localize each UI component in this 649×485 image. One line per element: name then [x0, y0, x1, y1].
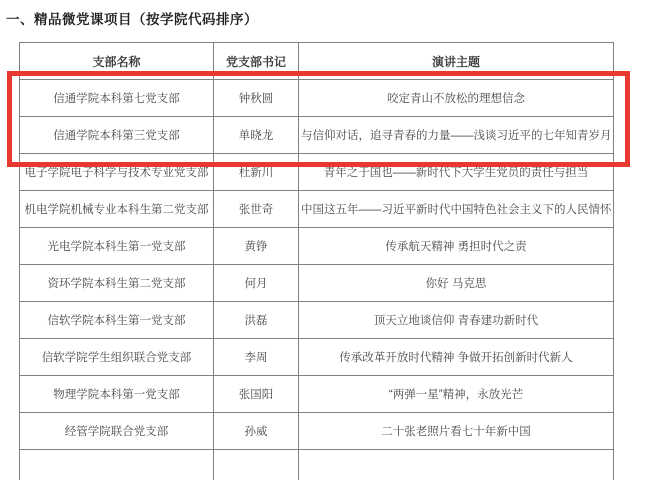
- table-row: [20, 302, 614, 339]
- table-row: [20, 376, 614, 413]
- table-header-row: [20, 43, 614, 80]
- branch-name-cell: 物理学院本科第一党支部: [20, 376, 214, 413]
- topic-cell: 二十张老照片看七十年新中国: [299, 413, 614, 450]
- header-speech-topic: 演讲主题: [299, 43, 614, 80]
- branch-name-cell: 信通学院本科第三党支部: [20, 117, 214, 154]
- branch-name-cell: 经管学院联合党支部: [20, 413, 214, 450]
- branch-name-cell: 电子学院电子科学与技术专业党支部: [20, 154, 214, 191]
- secretary-cell: 洪磊: [214, 302, 299, 339]
- topic-cell: [299, 450, 614, 480]
- branch-name-cell: 光电学院本科生第一党支部: [20, 228, 214, 265]
- party-class-table: [19, 42, 614, 480]
- topic-cell: 传承改革开放时代精神 争做开拓创新时代新人: [299, 339, 614, 376]
- secretary-cell: 张国阳: [214, 376, 299, 413]
- branch-name-cell: [20, 450, 214, 480]
- branch-name-cell: 信通学院本科第七党支部: [20, 80, 214, 117]
- table-row: [20, 339, 614, 376]
- table-row: [20, 154, 614, 191]
- secretary-cell: 李周: [214, 339, 299, 376]
- page-title: 一、精品微党课项目（按学院代码排序）: [6, 12, 258, 27]
- topic-cell: 中国这五年——习近平新时代中国特色社会主义下的人民情怀: [299, 191, 614, 228]
- secretary-cell: 何月: [214, 265, 299, 302]
- branch-name-cell: 资环学院本科生第二党支部: [20, 265, 214, 302]
- topic-cell: “两弹一星”精神，永放光芒: [299, 376, 614, 413]
- table-row: [20, 265, 614, 302]
- table-row-partial: [20, 450, 614, 480]
- branch-name-cell: 信软学院本科生第一党支部: [20, 302, 214, 339]
- secretary-cell: 钟秋圆: [214, 80, 299, 117]
- table-row: [20, 191, 614, 228]
- topic-cell: 青年之于国也——新时代下大学生党员的责任与担当: [299, 154, 614, 191]
- secretary-cell: 黄铮: [214, 228, 299, 265]
- table-row: [20, 80, 614, 117]
- secretary-cell: 杜新川: [214, 154, 299, 191]
- branch-name-cell: 机电学院机械专业本科生第二党支部: [20, 191, 214, 228]
- header-secretary: 党支部书记: [214, 43, 299, 80]
- secretary-cell: 单晓龙: [214, 117, 299, 154]
- table-body: [20, 80, 614, 480]
- topic-cell: 你好 马克思: [299, 265, 614, 302]
- table-row: [20, 117, 614, 154]
- branch-name-cell: 信软学院学生组织联合党支部: [20, 339, 214, 376]
- secretary-cell: [214, 450, 299, 480]
- secretary-cell: 孙威: [214, 413, 299, 450]
- topic-cell: 顶天立地谈信仰 青春建功新时代: [299, 302, 614, 339]
- topic-cell: 与信仰对话，追寻青春的力量——浅谈习近平的七年知青岁月: [299, 117, 614, 154]
- table-row: [20, 413, 614, 450]
- header-branch-name: 支部名称: [20, 43, 214, 80]
- topic-cell: 咬定青山不放松的理想信念: [299, 80, 614, 117]
- secretary-cell: 张世奇: [214, 191, 299, 228]
- table-row: [20, 228, 614, 265]
- topic-cell: 传承航天精神 勇担时代之责: [299, 228, 614, 265]
